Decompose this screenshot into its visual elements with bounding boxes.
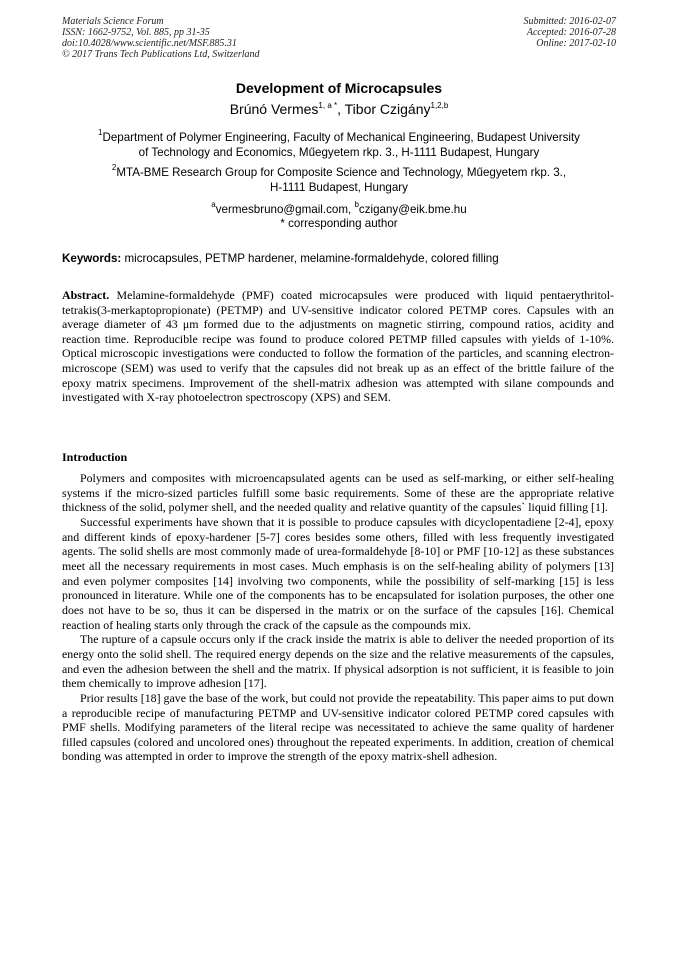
abstract-label: Abstract. <box>62 288 110 302</box>
journal-header-right <box>524 16 617 49</box>
author-2-marks: 1,2,b <box>430 101 449 110</box>
journal-header-left <box>62 16 260 60</box>
journal-doi[interactable]: doi:10.4028/www.scientific.net/MSF.885.31 <box>62 38 237 49</box>
submitted-date: Submitted: 2016-02-07 <box>523 16 616 27</box>
author-2-name: Tibor Czigány <box>344 101 431 117</box>
corresponding-author-note: * corresponding author <box>280 217 398 230</box>
keywords <box>62 252 622 265</box>
journal-issn: ISSN: 1662-9752, Vol. 885, pp 31-35 <box>62 27 210 38</box>
author-1-marks: 1, a * <box>318 101 338 110</box>
paper-title: Development of Microcapsules <box>235 80 443 96</box>
author-1-name: Brúnó Vermes <box>229 101 319 117</box>
intro-paragraph-1: Polymers and composites with microencapsulated agents can be used as self-marking, or either self-healing systems if the micro-sized particles fulfill some basic requirements. Some of these are the appropriate relative thickness of the solid, polymer shell, and the needed quality and relative quantity of the capsules` liquid filling [1]. <box>62 471 614 515</box>
author-separator: , <box>337 101 345 117</box>
affiliation-1-line-2: of Technology and Economics, Műegyetem rkp. 3., H-1111 Budapest, Hungary <box>138 146 540 159</box>
email-a-mark: a <box>211 200 216 209</box>
journal-name: Materials Science Forum <box>62 16 164 27</box>
abstract <box>62 288 614 405</box>
affiliation-2 <box>62 165 616 195</box>
intro-paragraph-4: Prior results [18] gave the base of the work, but could not provide the repeatability. This paper aims to put down a reproducible recipe of manufacturing PETMP and UV-sensitive indicator colored PETMP cored capsules with PMF shells. Modifying parameters of the literal recipe was necessitated to achieve the same quality of hardener filled capsules (colored and uncolored ones) throughout the repeated experiments. In addition, creation of chemical bonding was attempted in order to improve the strength of the epoxy matrix-shell adhesion. <box>62 690 614 764</box>
email-b[interactable]: czigany@eik.bme.hu <box>358 203 467 216</box>
intro-paragraph-2: Successful experiments have shown that it is possible to produce capsules with dicyclopentadiene [2-4], epoxy and different kinds of epoxy-hardener [5-7] cores besides some others, filled with less frequently investigated agents. The solid shells are most commonly made of urea-formaldehyde [8-10] or PMF [10-12] as these substances meet all the necessary requirements in most cases. Much emphasis is on the self-healing ability of polymers [13] and even polymer composites [14] involving two components, while the possibility of self-marking [15] is less pronounced in literature. While one of the components has to be encapsulated for isolation purposes, the other one does not have to be so, thus it can be dispersed in the matrix or on the surface of the capsules [16]. Chemical reaction of healing starts only through the crack of the capsule as the compounds mix. <box>62 514 614 632</box>
intro-paragraph-3: The rupture of a capsule occurs only if the crack inside the matrix is able to deliver the needed proportion of its energy onto the solid shell. The required energy depends on the size and the relative measurements of the capsules, and even the adhesion between the shell and the matrix. If physical adsorption is not sufficient, it is feasible to join them chemically to improve adhesion [17]. <box>62 632 614 691</box>
affiliation-1-number: 1 <box>98 128 103 137</box>
affiliation-1 <box>62 130 616 160</box>
email-a[interactable]: vermesbruno@gmail.com, <box>215 203 355 216</box>
email-b-mark: b <box>354 200 359 209</box>
introduction-body <box>62 471 614 764</box>
affiliation-2-number: 2 <box>111 163 117 172</box>
affiliation-1-line-1: Department of Polymer Engineering, Faculty of Mechanical Engineering, Budapest University <box>102 131 580 144</box>
affiliation-2-line-2: H-1111 Budapest, Hungary <box>270 181 408 194</box>
keywords-text: microcapsules, PETMP hardener, melamine-formaldehyde, colored filling <box>121 252 499 265</box>
introduction-heading: Introduction <box>62 450 128 464</box>
accepted-date: Accepted: 2016-07-28 <box>526 27 616 38</box>
contact-block <box>62 200 616 231</box>
journal-copyright: © 2017 Trans Tech Publications Ltd, Switzerland <box>62 49 260 60</box>
abstract-text: Melamine-formaldehyde (PMF) coated microcapsules were produced with liquid pentaerythritol-tetrakis(3-merkaptopropionate) (PETMP) and UV-sensitive indicator colored PETMP cores. Capsules with an average diameter of 43 μm formed due to the adjustments on magnetic stirring, compound ratios, acidity and reaction time. Reproducible recipe was found to produce colored PETMP filled capsules with yields of 1-10%. Optical microscopic investigations were conducted to follow the formation of the particles, and scanning electron-microscope (SEM) was used to verify that the capsules did not break up as an effect of the brittle failure of the epoxy matrix specimens. Improvement of the shell-matrix adhesion was attempted with silane compounds and investigated with X-ray photoelectron spectroscopy (XPS) and SEM. <box>62 288 614 405</box>
affiliation-2-line-1: MTA-BME Research Group for Composite Science and Technology, Műegyetem rkp. 3., <box>116 166 567 179</box>
online-date: Online: 2017-02-10 <box>536 38 616 49</box>
keywords-label: Keywords: <box>62 252 122 265</box>
author-list <box>0 101 678 117</box>
